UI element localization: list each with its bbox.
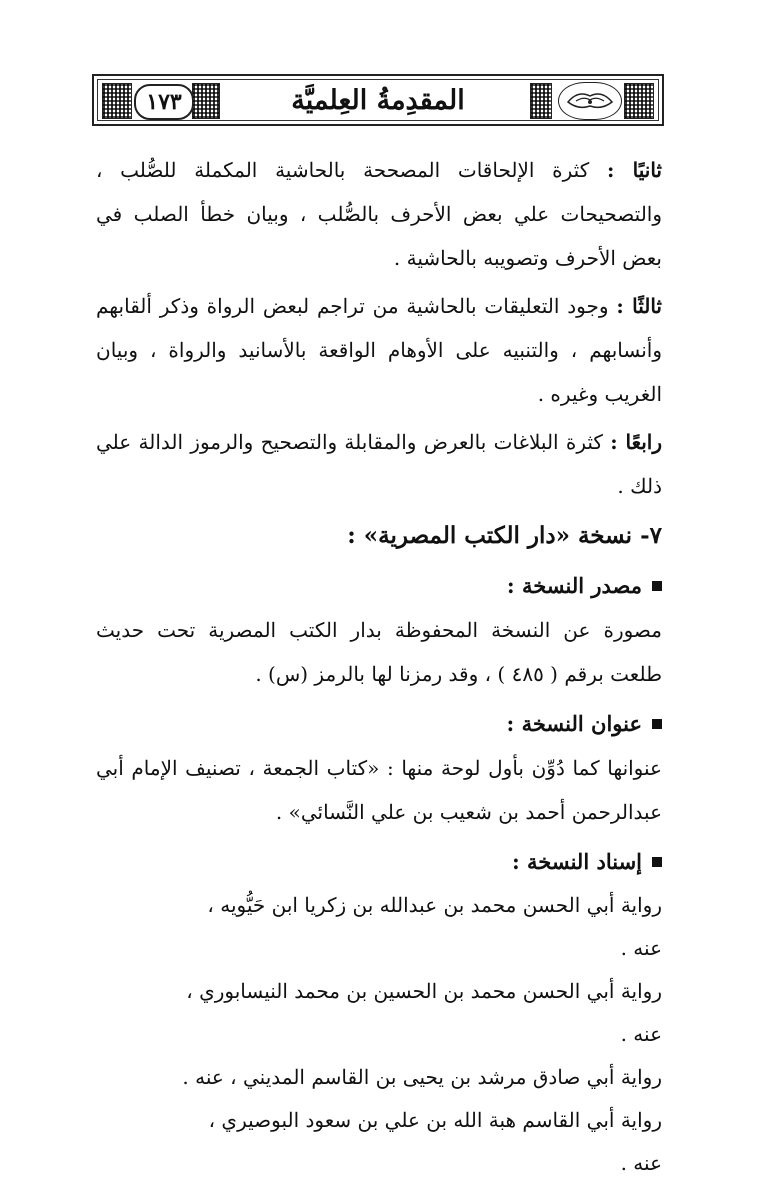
- square-bullet-icon: [652, 581, 662, 591]
- paragraph-text: كثرة الإلحاقات المصححة بالحاشية المكملة للصُّلب ، والتصحيحات علي بعض الأحرف بالصُّلب ، وبيان خطأ الصلب في بعض الأحرف وتصويبه بالحاشية .: [96, 158, 662, 270]
- isnad-heading: [96, 840, 662, 884]
- isnad-list: [96, 884, 662, 1185]
- paragraph-fourth: [96, 420, 662, 508]
- paragraph-second: [96, 148, 662, 280]
- publisher-emblem-icon: [558, 82, 622, 120]
- page-number: ١٧٣: [134, 84, 194, 120]
- header-title: المقدِمةُ العِلميَّة: [291, 84, 465, 116]
- paragraph-lead: ثالثًا :: [616, 294, 662, 318]
- isnad-line: رواية أبي الحسن محمد بن عبدالله بن زكريا ابن حَيُّويه ، عنه .: [207, 893, 662, 960]
- ornament-left-inner: [192, 83, 220, 119]
- paragraph-text: كثرة البلاغات بالعرض والمقابلة والتصحيح والرموز الدالة علي ذلك .: [96, 430, 662, 498]
- paragraph-third: [96, 284, 662, 416]
- source-heading: [96, 564, 662, 608]
- ornament-right-outer: [624, 83, 654, 119]
- title-text: عنوانها كما دُوِّن بأول لوحة منها : «كتاب الجمعة ، تصنيف الإمام أبي عبدالرحمن أحمد بن شعيب بن علي النَّسائي» .: [96, 756, 662, 824]
- source-heading-label: مصدر النسخة :: [506, 573, 642, 598]
- title-heading: [96, 702, 662, 746]
- paragraph-text: وجود التعليقات بالحاشية من تراجم لبعض الرواة وذكر ألقابهم وأنسابهم ، والتنبيه على الأوهام الواقعة بالأسانيد والرواة ، وبيان الغريب وغيره .: [96, 294, 662, 406]
- source-text: مصورة عن النسخة المحفوظة بدار الكتب المصرية تحت حديث طلعت برقم ( ٤٨٥ ) ، وقد رمزنا لها بالرمز (س) .: [96, 618, 662, 686]
- isnad-heading-label: إسناد النسخة :: [511, 849, 642, 874]
- title-heading-label: عنوان النسخة :: [506, 711, 642, 736]
- ornament-left-outer: [102, 83, 132, 119]
- isnad-line: رواية أبي صادق مرشد بن يحيى بن القاسم المديني ، عنه .: [182, 1065, 662, 1089]
- square-bullet-icon: [652, 857, 662, 867]
- page-body: [96, 148, 662, 1185]
- paragraph-lead: رابعًا :: [610, 430, 663, 454]
- isnad-line: رواية أبي القاسم هبة الله بن علي بن سعود البوصيري ، عنه .: [208, 1108, 662, 1175]
- ornament-right-inner: [530, 83, 552, 119]
- paragraph-lead: ثانيًا :: [606, 158, 662, 182]
- section-heading: ٧- نسخة «دار الكتب المصرية» :: [347, 522, 662, 549]
- page-header: [92, 74, 664, 126]
- isnad-line: رواية أبي الحسن محمد بن الحسين بن محمد النيسابوري ، عنه .: [186, 979, 662, 1046]
- square-bullet-icon: [652, 719, 662, 729]
